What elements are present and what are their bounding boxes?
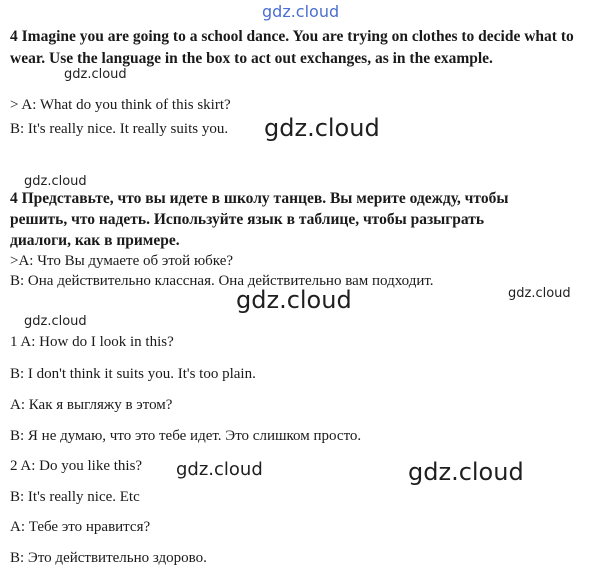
- english-example-a: > A: What do you think of this skirt?: [10, 97, 231, 113]
- watermark-small: gdz.cloud: [24, 174, 87, 189]
- watermark-small: gdz.cloud: [508, 286, 571, 301]
- russian-task-line-3: диалоги, как в примере.: [10, 232, 180, 249]
- russian-example-a: >A: Что Вы думаете об этой юбке?: [10, 253, 234, 269]
- dialogue-line: B: Это действительно здорово.: [10, 550, 207, 566]
- russian-example-b: B: Она действительно классная. Она действительно вам подходит.: [10, 273, 434, 289]
- watermark-large: gdz.cloud: [408, 458, 524, 486]
- watermark-large: gdz.cloud: [236, 286, 352, 314]
- dialogue-line: B: Я не думаю, что это тебе идет. Это слишком просто.: [10, 428, 362, 444]
- dialogue-line: B: It's really nice. Etc: [10, 489, 140, 505]
- dialogue-line: B: I don't think it suits you. It's too plain.: [10, 366, 256, 382]
- watermark-small: gdz.cloud: [24, 314, 87, 329]
- watermark-top: gdz.cloud: [262, 2, 340, 21]
- watermark-medium: gdz.cloud: [176, 459, 263, 480]
- dialogue-line: A: Тебе это нравится?: [10, 519, 151, 535]
- russian-task-line-1: 4 Представьте, что вы идете в школу танцев. Вы мерите одежду, чтобы: [10, 190, 509, 207]
- dialogue-line: 2 A: Do you like this?: [10, 458, 143, 474]
- english-example-b: B: It's really nice. It really suits you.: [10, 121, 229, 137]
- dialogue-line: 1 A: How do I look in this?: [10, 334, 174, 350]
- russian-task-line-2: решить, что надеть. Используйте язык в таблице, чтобы разыграть: [10, 211, 485, 228]
- english-task-heading: 4 Imagine you are going to a school dance. You are trying on clothes to decide what to wear. Use the language in the box to act out exchanges, as in the example.: [10, 28, 574, 67]
- watermark-small: gdz.cloud: [64, 67, 127, 82]
- watermark-large: gdz.cloud: [264, 114, 380, 142]
- dialogue-line: A: Как я выгляжу в этом?: [10, 397, 173, 413]
